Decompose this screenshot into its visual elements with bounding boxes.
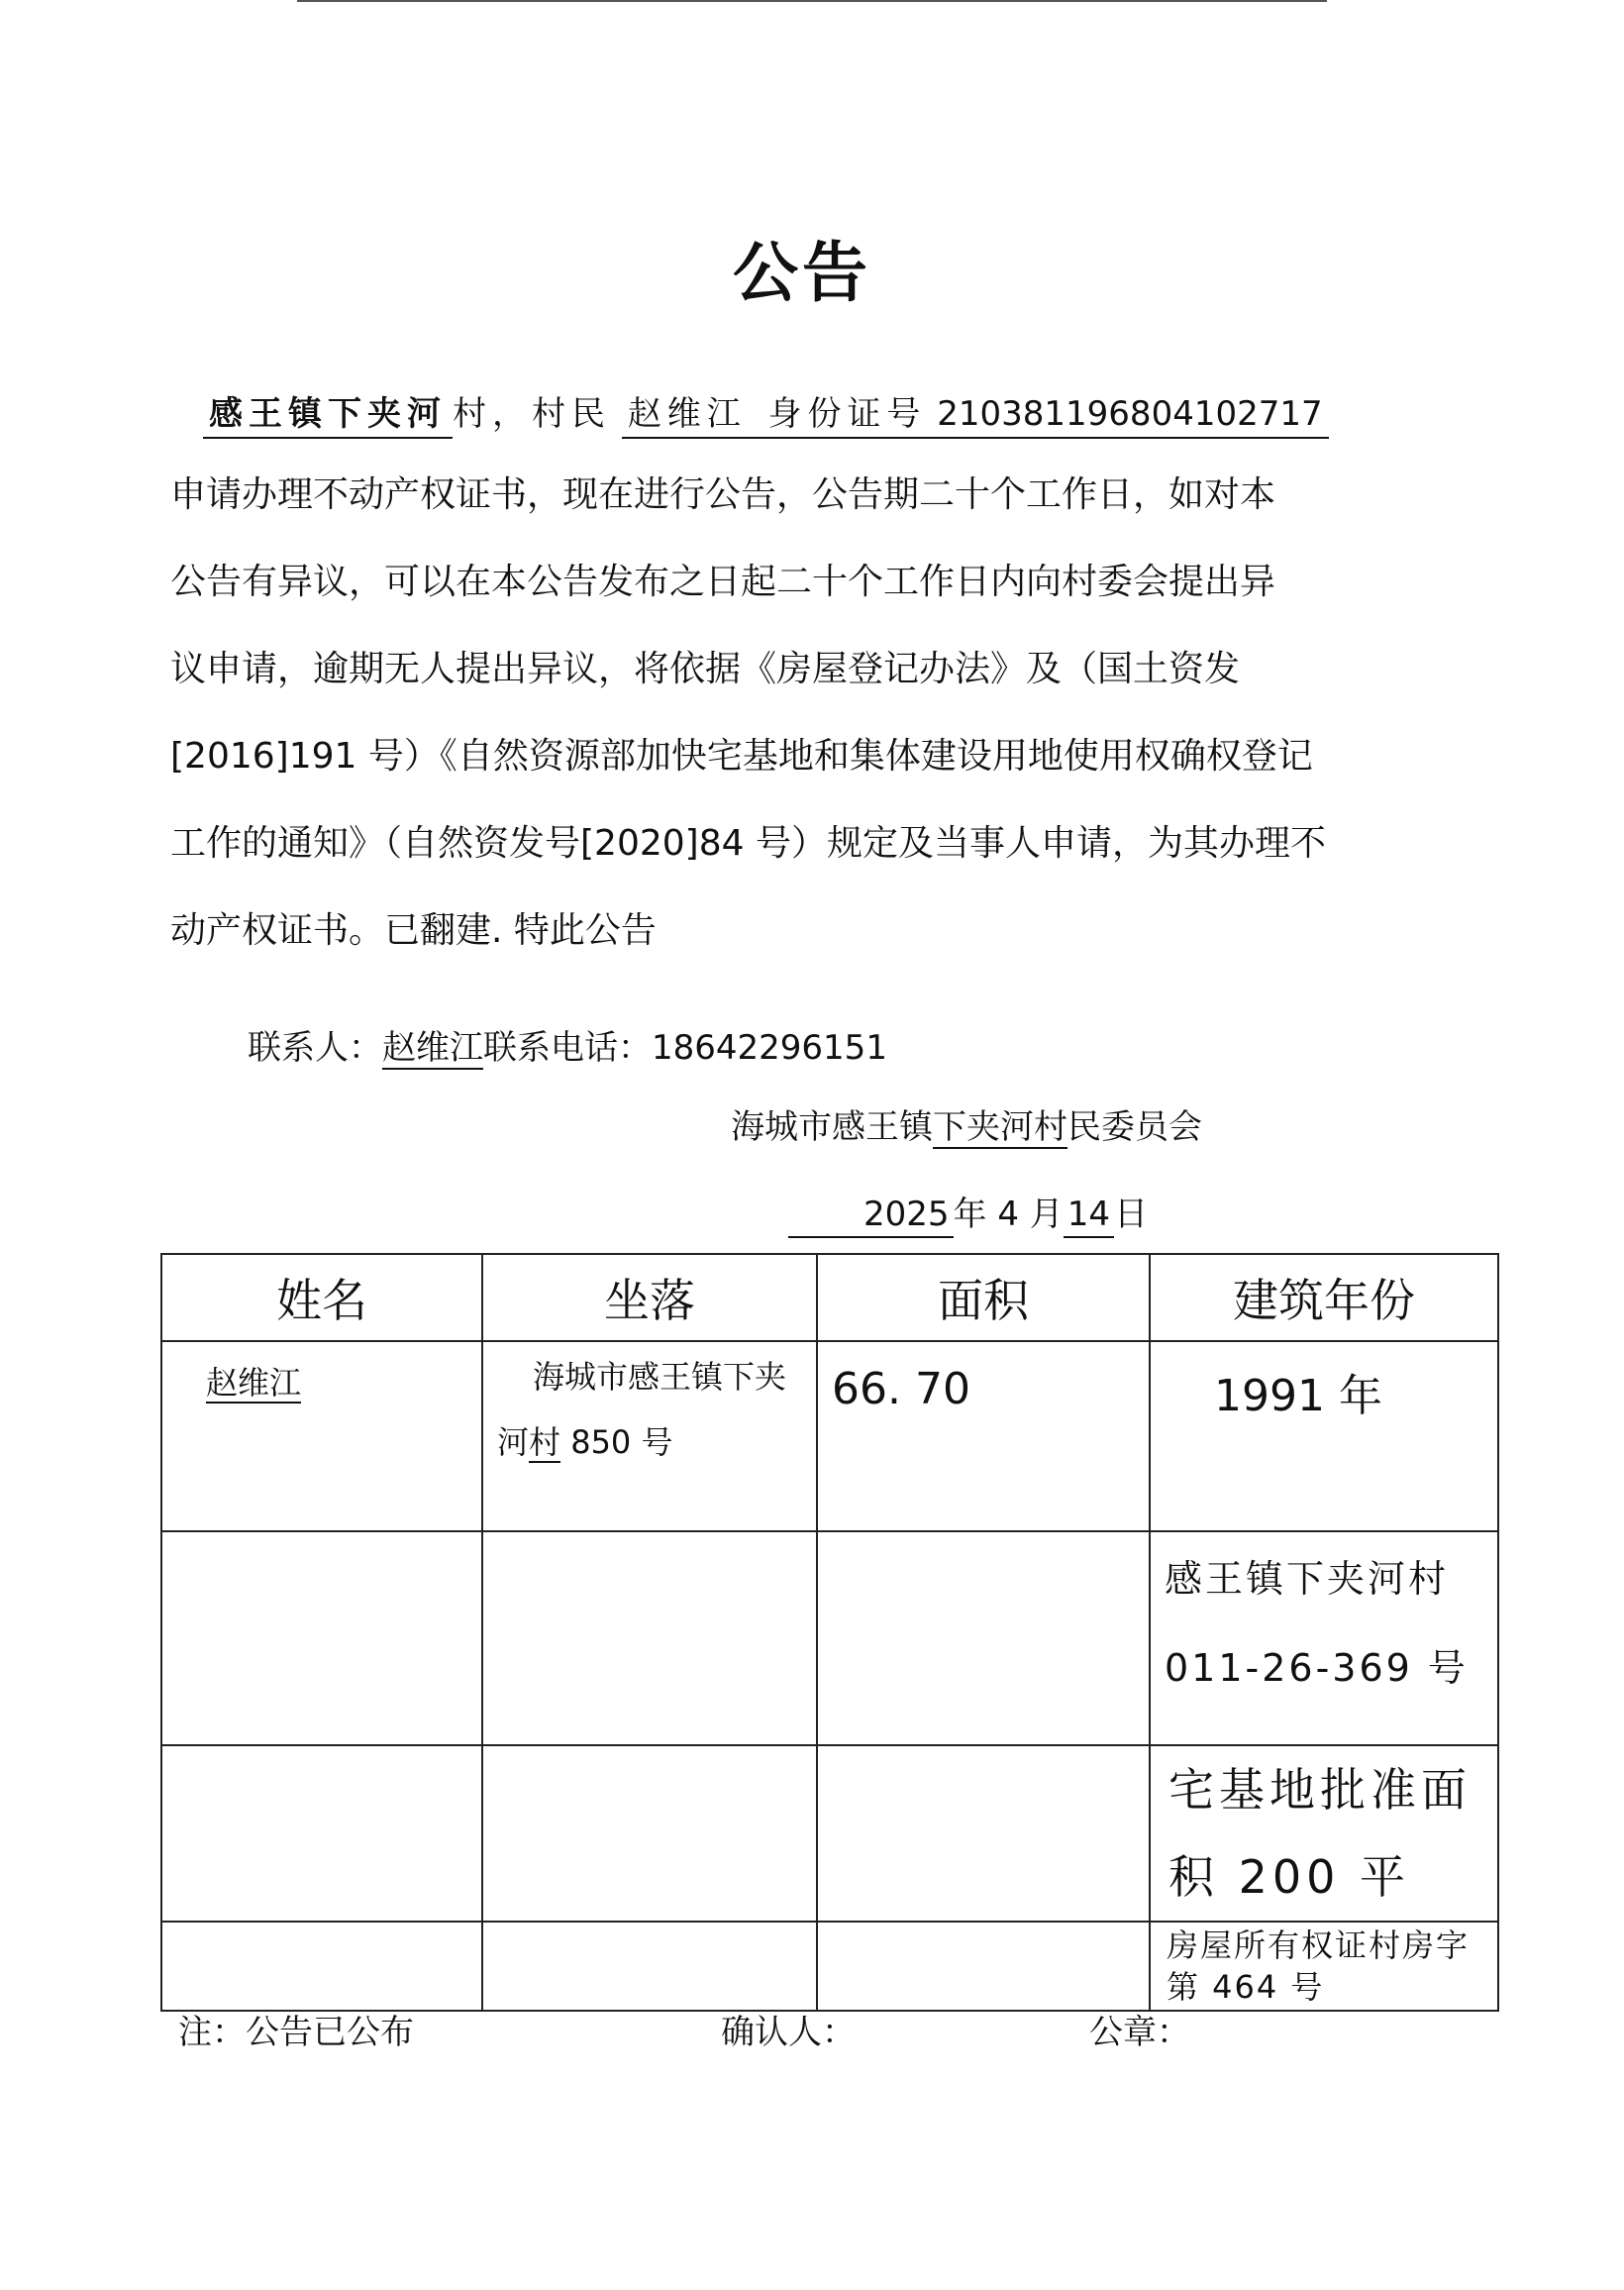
footer-note: 注：公告已公布: [178, 2013, 414, 2052]
location-part: 850 号: [560, 1423, 673, 1461]
empty-cell: [161, 1922, 482, 2011]
committee-prefix: 海城市感王镇: [731, 1107, 933, 1147]
town-village: 感王镇下夹河: [203, 386, 453, 439]
empty-cell: [482, 1922, 817, 2011]
body-line: 公告有异议，可以在本公告发布之日起二十个工作日内向村委会提出异: [170, 562, 1276, 602]
id-label: 身份证号: [767, 394, 927, 434]
table-row: [161, 1745, 1498, 1922]
notice-title: 公告: [733, 235, 871, 311]
header-location: 坐落: [482, 1254, 817, 1341]
village-suffix: 村，村民: [453, 394, 611, 434]
cell-village-number: [1150, 1531, 1498, 1745]
header-name: 姓名: [161, 1254, 482, 1341]
location-line: [497, 1409, 802, 1475]
body-line: 工作的通知》（自然资发号[2020]84 号）规定及当事人申请，为其办理不: [170, 823, 1326, 864]
cell-location: [482, 1341, 817, 1531]
cell-name: [161, 1341, 482, 1531]
table-row: [161, 1531, 1498, 1745]
cell-approved-area: [1150, 1745, 1498, 1922]
header-build-year: 建筑年份: [1150, 1254, 1498, 1341]
location-line: 海城市感王镇下夹: [533, 1358, 787, 1396]
cell-area: 66. 70: [817, 1341, 1150, 1531]
empty-cell: [482, 1745, 817, 1922]
certificate-line: 第 464 号: [1167, 1968, 1325, 2006]
contact-line: [248, 1020, 887, 1069]
date-day: 14: [1064, 1195, 1114, 1238]
body-line: 动产权证书。已翻建. 特此公告: [170, 910, 657, 951]
empty-cell: [161, 1531, 482, 1745]
table-row: [161, 1922, 1498, 2011]
committee-suffix: 民委员会: [1067, 1107, 1202, 1147]
empty-cell: [817, 1922, 1150, 2011]
cell-build-year: 1991 年: [1150, 1341, 1498, 1531]
applicant-line: [203, 386, 1329, 439]
footer-confirmer: 确认人：: [721, 2013, 856, 2052]
applicant-name: 赵维江: [627, 394, 747, 434]
owner-name: 赵维江: [206, 1364, 302, 1402]
footer-seal: 公章：: [1089, 2013, 1190, 2052]
body-line: 申请办理不动产权证书，现在进行公告，公告期二十个工作日，如对本: [170, 474, 1276, 515]
location-part: 村: [529, 1423, 561, 1461]
date-year: 2025: [788, 1195, 954, 1238]
date-month-unit: 月: [1029, 1195, 1064, 1234]
body-line: 议申请，逾期无人提出异议，将依据《房屋登记办法》及（国土资发: [170, 649, 1241, 689]
applicant-info: [622, 386, 1329, 439]
empty-cell: [161, 1745, 482, 1922]
table-row: [161, 1341, 1498, 1531]
scan-top-edge: [297, 0, 1327, 2]
notice-body: [170, 452, 1398, 975]
certificate-line: 房屋所有权证村房字: [1167, 1926, 1471, 1964]
contact-person-label: 联系人：: [248, 1028, 382, 1068]
approval-line: 积 200 平: [1168, 1850, 1411, 1904]
id-number: 210381196804102717: [937, 394, 1323, 434]
empty-cell: [482, 1531, 817, 1745]
contact-person: 赵维江: [382, 1028, 483, 1068]
village-number: 011-26-369 号: [1165, 1646, 1469, 1690]
notice-date: [788, 1187, 1148, 1238]
date-year-unit: 年: [953, 1195, 987, 1234]
property-table: [160, 1253, 1499, 2012]
table-header-row: [161, 1254, 1498, 1341]
village-name: 感王镇下夹河村: [1165, 1557, 1450, 1601]
cell-certificate: [1150, 1922, 1498, 2011]
committee-village: 下夹河村: [933, 1107, 1067, 1147]
empty-cell: [817, 1531, 1150, 1745]
body-line: [2016]191 号）《自然资源部加快宅基地和集体建设用地使用权确权登记: [170, 736, 1313, 777]
date-day-unit: 日: [1114, 1195, 1149, 1234]
issuing-committee: [731, 1099, 1202, 1148]
contact-phone-label: 联系电话：: [483, 1028, 652, 1068]
contact-phone: 18642296151: [652, 1028, 887, 1068]
empty-cell: [817, 1745, 1150, 1922]
approval-line: 宅基地批准面: [1168, 1763, 1472, 1817]
date-month: 4: [997, 1195, 1019, 1234]
location-part: 河: [497, 1423, 530, 1461]
header-area: 面积: [817, 1254, 1150, 1341]
